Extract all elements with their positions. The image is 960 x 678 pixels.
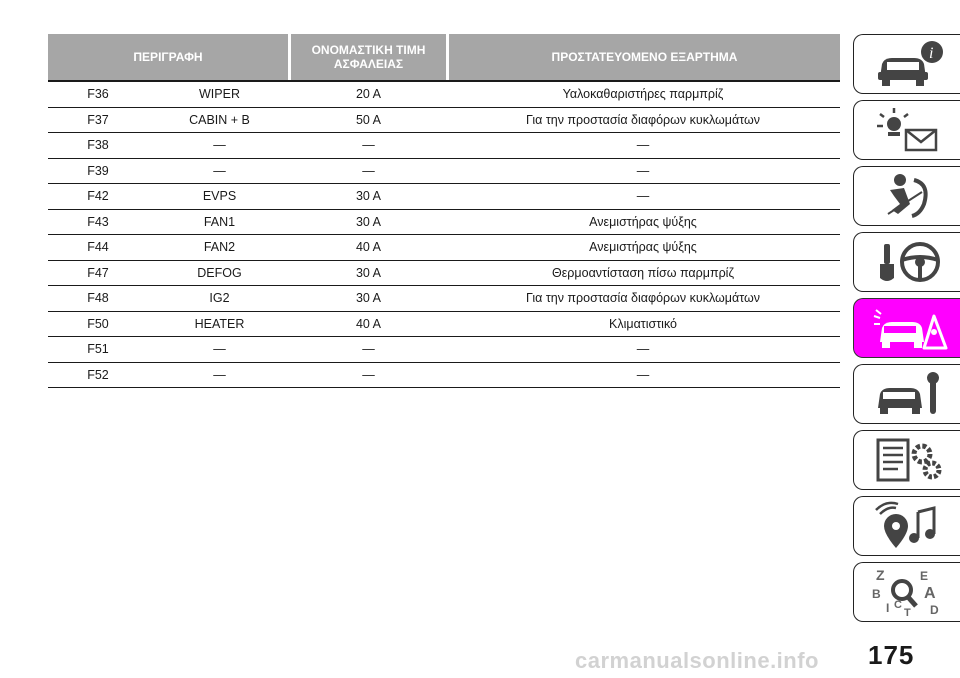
fuse-name-cell: — (213, 163, 226, 178)
fuse-id-cell: F36 (87, 87, 109, 102)
svg-text:C: C (893, 599, 902, 611)
header-component: ΠΡΟΣΤΑΤΕΥΟΜΕΝΟ ΕΞΑΡΤΗΜΑ (449, 34, 840, 80)
table-row (48, 184, 840, 210)
fuse-rating-cell: 30 A (355, 189, 382, 204)
fuse-name-cell: FAN1 (203, 214, 236, 229)
fuse-id-cell: F48 (87, 291, 109, 306)
svg-text:A: A (923, 585, 936, 602)
svg-text:E: E (919, 569, 928, 583)
protected-component-cell: Θερμοαντίσταση πίσω παρμπρίζ (552, 265, 734, 280)
tab-maintenance[interactable] (853, 364, 960, 424)
header-rating (291, 34, 446, 80)
header-rating-line1: ΟΝΟΜΑΣΤΙΚΗ ΤΙΜΗ (311, 43, 426, 57)
tab-starting-driving[interactable] (853, 232, 960, 292)
protected-component-cell: — (636, 342, 650, 357)
fuse-rating-cell: — (362, 342, 375, 357)
fuse-id-cell: F47 (87, 265, 109, 280)
protected-component-cell: — (636, 367, 650, 382)
fuse-rating-cell: — (362, 138, 375, 153)
fuse-id-cell: F38 (87, 138, 109, 153)
svg-text:Z: Z (875, 567, 885, 583)
warning-light-message-icon (868, 104, 948, 156)
table-row (48, 363, 840, 389)
header-description: ΠΕΡΙΓΡΑΦΗ (48, 34, 288, 80)
fuse-table (48, 34, 840, 388)
fuse-name-cell: DEFOG (197, 265, 242, 280)
key-steering-wheel-icon (868, 236, 948, 288)
svg-text:I: I (885, 601, 889, 615)
seat-airbag-icon (868, 170, 948, 222)
fuse-rating-cell: 40 A (355, 240, 382, 255)
tab-safety[interactable] (853, 166, 960, 226)
fuse-name-cell: — (213, 367, 226, 382)
table-body (48, 80, 840, 388)
watermark: carmanualsonline.info (575, 648, 819, 673)
fuse-name-cell: — (213, 138, 226, 153)
fuse-name-cell: FAN2 (203, 240, 236, 255)
car-info-icon (868, 38, 948, 90)
fuse-id-cell: F42 (87, 189, 109, 204)
specifications-gears-icon (868, 434, 948, 486)
protected-component-cell: Κλιματιστικό (609, 316, 677, 331)
fuse-rating-cell: 30 A (355, 291, 382, 306)
fuse-rating-cell: 40 A (355, 316, 382, 331)
tab-multimedia[interactable] (853, 496, 960, 556)
fuse-name-cell: CABIN + B (189, 112, 250, 127)
protected-component-cell: — (636, 189, 650, 204)
table-row (48, 312, 840, 338)
tab-technical-data[interactable] (853, 430, 960, 490)
svg-text:T: T (903, 607, 911, 618)
fuse-rating-cell: 30 A (355, 265, 382, 280)
fuse-rating-cell: 50 A (355, 112, 382, 127)
protected-component-cell: Ανεμιστήρας ψύξης (589, 240, 697, 255)
fuse-name-cell: HEATER (194, 316, 245, 331)
car-maintenance-icon (868, 368, 948, 420)
protected-component-cell: Για την προστασία διαφόρων κυκλωμάτων (526, 112, 760, 127)
tab-warning-lights[interactable] (853, 100, 960, 160)
fuse-rating-cell: 20 A (355, 87, 382, 102)
fuse-name-cell: — (213, 342, 226, 357)
table-row (48, 286, 840, 312)
svg-text:i: i (928, 45, 933, 62)
header-rating-line2: ΑΣΦΑΛΕΙΑΣ (333, 57, 404, 71)
fuse-id-cell: F44 (87, 240, 109, 255)
table-row (48, 133, 840, 159)
tab-car-info[interactable] (853, 34, 960, 94)
fuse-id-cell: F52 (87, 367, 109, 382)
emergency-car-icon (868, 302, 948, 354)
table-row (48, 82, 840, 108)
fuse-id-cell: F39 (87, 163, 109, 178)
fuse-id-cell: F51 (87, 342, 109, 357)
fuse-id-cell: F50 (87, 316, 109, 331)
fuse-name-cell: IG2 (209, 291, 230, 306)
svg-text:D: D (929, 603, 939, 617)
protected-component-cell: Ανεμιστήρας ψύξης (589, 214, 697, 229)
fuse-id-cell: F37 (87, 112, 109, 127)
table-row (48, 261, 840, 287)
tab-emergency[interactable] (853, 298, 960, 358)
tab-index[interactable] (853, 562, 960, 622)
fuse-rating-cell: — (362, 367, 375, 382)
fuse-name-cell: WIPER (199, 87, 240, 102)
fuse-rating-cell: — (362, 163, 375, 178)
fuse-rating-cell: 30 A (355, 214, 382, 229)
protected-component-cell: Για την προστασία διαφόρων κυκλωμάτων (526, 291, 760, 306)
table-row (48, 235, 840, 261)
protected-component-cell: — (636, 163, 650, 178)
protected-component-cell: — (636, 138, 650, 153)
table-row (48, 210, 840, 236)
svg-text:B: B (871, 587, 881, 601)
multimedia-icon (868, 500, 948, 552)
table-row (48, 337, 840, 363)
table-header (48, 34, 840, 80)
table-row (48, 159, 840, 185)
fuse-id-cell: F43 (87, 214, 109, 229)
alphabetical-index-icon (868, 566, 948, 618)
protected-component-cell: Υαλοκαθαριστήρες παρμπρίζ (562, 87, 724, 102)
fuse-name-cell: EVPS (202, 189, 237, 204)
page-number: 175 (868, 640, 915, 670)
table-row (48, 108, 840, 134)
